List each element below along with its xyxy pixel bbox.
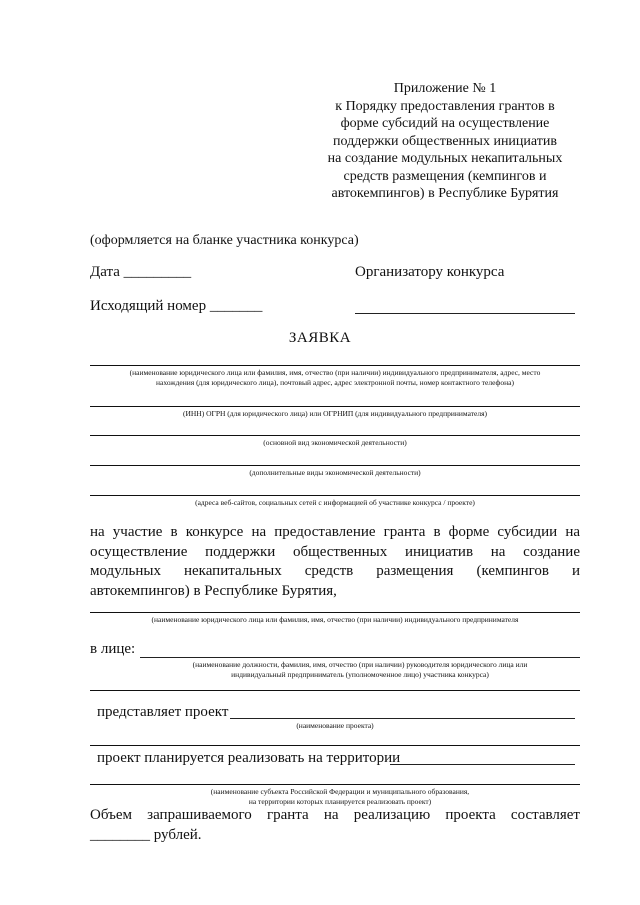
applicant-name-line — [90, 365, 580, 366]
document-title: ЗАЯВКА — [288, 330, 352, 346]
blank-note: (оформляется на бланке участника конкурса) — [90, 233, 359, 248]
in-person-label: в лице: — [90, 641, 136, 657]
hint-person-1: (наименование должности, фамилия, имя, отчество (при наличии) руководителя юридического лица или — [192, 660, 528, 669]
territory-label: проект планируется реализовать на территории — [97, 750, 401, 766]
appendix-header: Приложение № 1 к Порядку предоставления грантов в форме субсидий на осуществление поддержки общественных инициатив на создание модульных некапитальных средств размещения (кемпингов и автокемпингов) в Республике Бурятия — [327, 81, 563, 201]
territory-continuation-line — [90, 784, 580, 785]
hint-websites: (адреса веб-сайтов, социальных сетей с информацией об участнике конкурса / проекте) — [195, 498, 475, 507]
main-activity-line — [90, 435, 580, 436]
hint-applicant-name-2: нахождения (для юридического лица), почтовый адрес, адрес электронной почты, номер контактного телефона) — [156, 378, 514, 387]
hint-main-activity: (основной вид экономической деятельности) — [263, 438, 407, 447]
extra-activity-line — [90, 465, 580, 466]
grant-volume-line-2: ________ рублей. — [90, 827, 202, 843]
grant-volume-line-1: Объем запрашиваемого гранта на реализацию проекта составляет — [90, 807, 580, 823]
territory-line — [390, 764, 575, 765]
hint-project-name: (наименование проекта) — [296, 721, 374, 730]
hint-territory-2: на территории которых планируется реализовать проект) — [248, 797, 432, 806]
person-continuation-line — [90, 690, 580, 691]
participation-line-1: на участие в конкурсе на предоставление гранта в форме субсидии на — [90, 524, 580, 540]
project-continuation-line — [90, 745, 580, 746]
org-name-line — [90, 612, 580, 613]
participation-line-2: осуществление поддержки общественных инициатив на создание — [90, 543, 580, 560]
hint-inn: (ИНН) ОГРН (для юридического лица) или ОГРНИП (для индивидуального предпринимателя) — [182, 409, 488, 418]
inn-line — [90, 406, 580, 407]
date-field: Дата _________ — [90, 264, 192, 280]
hint-territory-1: (наименование субъекта Российской Федерации и муниципального образования, — [210, 787, 470, 796]
participation-line-4: автокемпингов) в Республике Бурятия, — [90, 582, 337, 599]
websites-line — [90, 495, 580, 496]
outgoing-number-field: Исходящий номер _______ — [90, 298, 263, 314]
organizer-name-line — [355, 313, 575, 314]
hint-person-2: индивидуальный предприниматель (уполномоченное лицо) участника конкурса) — [231, 670, 489, 679]
hint-org-name: (наименование юридического лица или фамилия, имя, отчество (при наличии) индивидуального предпринимателя — [151, 615, 519, 624]
project-name-line — [230, 718, 575, 719]
hint-applicant-name-1: (наименование юридического лица или фамилия, имя, отчество (при наличии) индивидуального предпринимателя, адрес, место — [129, 368, 541, 377]
project-label: представляет проект — [97, 704, 229, 720]
in-person-line — [140, 657, 580, 658]
organizer-label: Организатору конкурса — [355, 264, 505, 280]
hint-extra-activity: (дополнительные виды экономической деятельности) — [249, 468, 421, 477]
participation-line-3: модульных некапитальных средств размещения (кемпингов и — [90, 563, 580, 579]
